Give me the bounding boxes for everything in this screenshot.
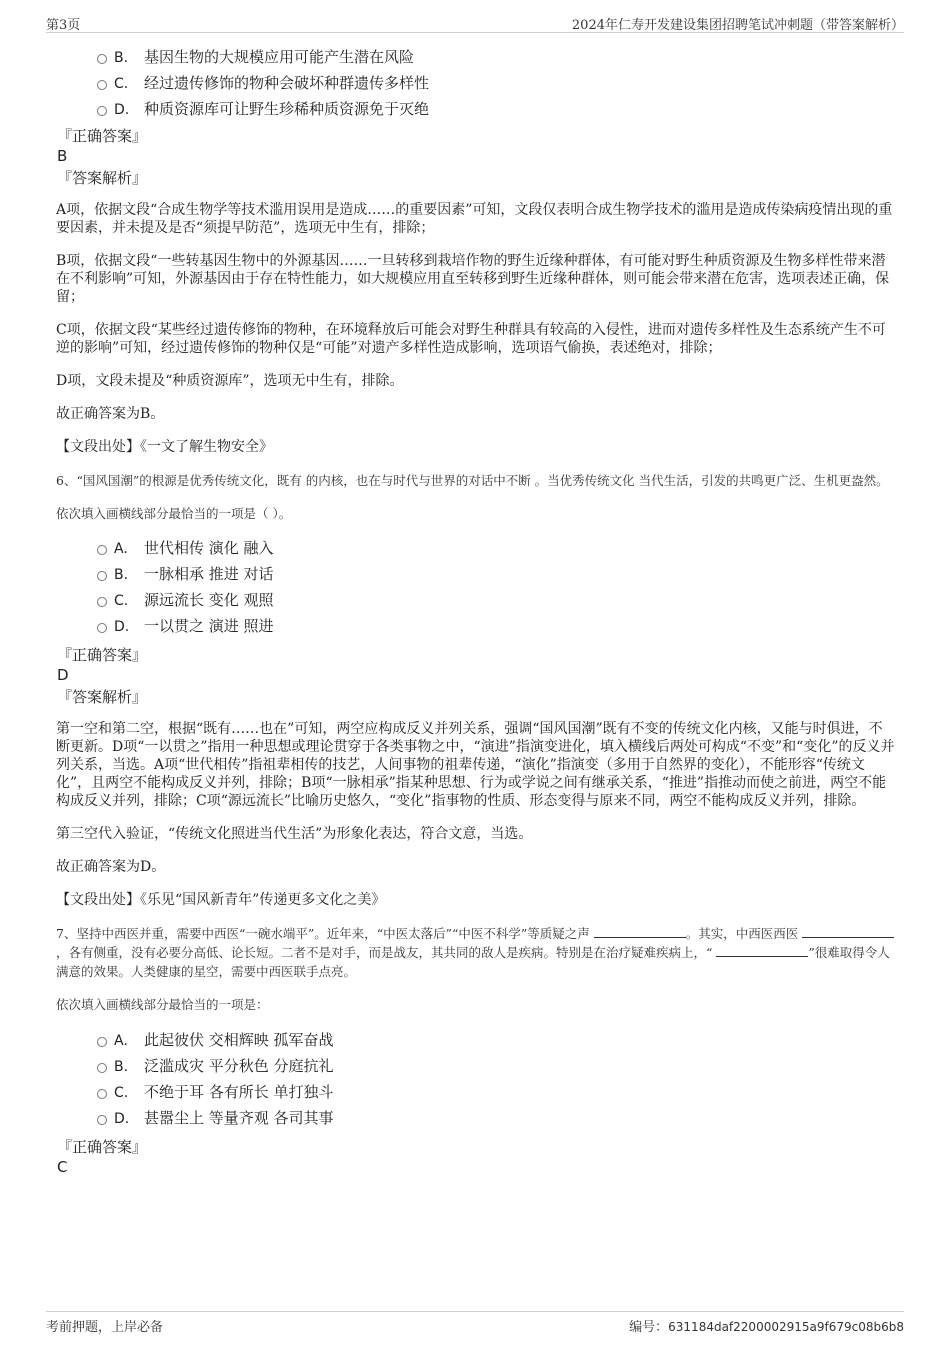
q5-options	[56, 44, 896, 122]
document-title: 2024年仁寿开发建设集团招聘笔试冲刺题（带答案解析）	[571, 18, 904, 33]
radio-icon[interactable]	[97, 54, 107, 64]
source-citation: 【文段出处】《乐见“国风新青年”传递更多文化之美》	[56, 892, 386, 908]
option-c[interactable]: C. 经过遗传修饰的物种会破坏种群遗传多样性	[56, 70, 896, 96]
question-stem: 6、“国风国潮”的根源是优秀传统文化，既有 的内核，也在与时代与世界的对话中不断 。当优秀传统文化 当代生活，引发的共鸣更广泛、生机更盎然。	[56, 473, 889, 488]
radio-icon[interactable]	[97, 597, 107, 607]
analysis-paragraph: B项，依据文段“一些转基因生物中的外源基因……一旦转移到栽培作物的野生近缘种群体，有可能对野生种质资源及生物多样性带来潜在不利影响”可知，外源基因由于存在特性能力，如大规模应用直至转移到野生近缘种群体，则可能会带来潜在危害，选项表述正确，保留；	[56, 253, 890, 305]
correct-answer: C	[57, 1158, 68, 1176]
option-a[interactable]: A. 世代相传 演化 融入	[56, 535, 896, 561]
analysis-conclusion: 故正确答案为D。	[56, 859, 166, 875]
analysis-heading: 『答案解析』	[57, 688, 148, 706]
radio-icon[interactable]	[97, 1037, 107, 1047]
q6-options	[56, 535, 896, 639]
footer-slogan: 考前押题，上岸必备	[46, 1320, 164, 1335]
radio-icon[interactable]	[97, 1115, 107, 1125]
q7-options	[56, 1027, 896, 1131]
radio-icon[interactable]	[97, 571, 107, 581]
question-prompt: 依次填入画横线部分最恰当的一项是：	[56, 997, 269, 1012]
option-b[interactable]: B. 泛滥成灾 平分秋色 分庭抗礼	[56, 1053, 896, 1079]
fill-blank	[716, 944, 808, 957]
answer-heading: 『正确答案』	[57, 127, 148, 145]
document-code: 编号：631184daf2200002915a9f679c08b6b8	[629, 1320, 904, 1335]
radio-icon[interactable]	[97, 1089, 107, 1099]
source-citation: 【文段出处】《一文了解生物安全》	[56, 439, 273, 455]
radio-icon[interactable]	[97, 80, 107, 90]
radio-icon[interactable]	[97, 545, 107, 555]
option-c[interactable]: C. 源远流长 变化 观照	[56, 587, 896, 613]
option-d[interactable]: D. 甚嚣尘上 等量齐观 各司其事	[56, 1105, 896, 1131]
question-stem: 7、坚持中西医并重，需要中西医“一碗水端平”。近年来，“中医太落后”“中医不科学”等质疑之声 。其实，中西医西医 ，各有侧重，没有必要分高低、论长短。二者不是对手，而是战友，其共同的敌人是疾病。特别是在治疗疑难疾病上，“ ”很难取得令人满意的效果。人类健康的星空，需要中西医联手点亮。	[56, 924, 896, 981]
correct-answer: B	[57, 147, 68, 165]
analysis-paragraph: A项，依据文段“合成生物学等技术滥用误用是造成……的重要因素”可知，文段仅表明合成生物学技术的滥用是造成传染病疫情出现的重要因素，并未提及是否“须提早防范”，选项无中生有，排除；	[56, 202, 893, 236]
fill-blank	[802, 925, 894, 938]
option-d[interactable]: D. 一以贯之 演进 照进	[56, 613, 896, 639]
radio-icon[interactable]	[97, 623, 107, 633]
radio-icon[interactable]	[97, 1063, 107, 1073]
analysis-paragraph: 第三空代入验证，“传统文化照进当代生活”为形象化表达，符合文意，当选。	[56, 826, 533, 842]
answer-heading: 『正确答案』	[57, 646, 148, 664]
page-header	[46, 12, 904, 33]
option-d[interactable]: D. 种质资源库可让野生珍稀种质资源免于灭绝	[56, 96, 896, 122]
page-content	[56, 42, 896, 1177]
radio-icon[interactable]	[97, 106, 107, 116]
correct-answer: D	[57, 666, 69, 684]
option-b[interactable]: B. 基因生物的大规模应用可能产生潜在风险	[56, 44, 896, 70]
analysis-conclusion: 故正确答案为B。	[56, 406, 165, 422]
page-number: 第3页	[46, 18, 81, 33]
analysis-paragraph: C项，依据文段“某些经过遗传修饰的物种，在环境释放后可能会对野生种群具有较高的入侵性，进而对遗传多样性及生态系统产生不可逆的影响”可知，经过遗传修饰的物种仅是“可能”对遗产多样性造成影响，选项语气偷换，表述绝对，排除；	[56, 322, 886, 356]
option-b[interactable]: B. 一脉相承 推进 对话	[56, 561, 896, 587]
option-c[interactable]: C. 不绝于耳 各有所长 单打独斗	[56, 1079, 896, 1105]
analysis-paragraph: D项，文段未提及“种质资源库”，选项无中生有，排除。	[56, 373, 404, 389]
analysis-heading: 『答案解析』	[57, 169, 148, 187]
fill-blank	[594, 925, 686, 938]
page-footer	[46, 1311, 904, 1334]
answer-heading: 『正确答案』	[57, 1138, 148, 1156]
analysis-paragraph: 第一空和第二空，根据“既有……也在”可知，两空应构成反义并列关系，强调“国风国潮”既有不变的传统文化内核，又能与时俱进，不断更新。D项“一以贯之”指用一种思想或理论贯穿于各类事物之中，“演进”指演变进化，填入横线后两处可构成“不变”和“变化”的反义并列关系，当选。A项“世代相传”指祖辈相传的技艺，人间事物的祖辈传递，“演化”指演变（多用于自然界的变化），不能形容“传统文化”，且两空不能构成反义并列，排除；B项“一脉相承”指某种思想、行为或学说之间有继承关系，“推进”指推动而使之前进，两空不能构成反义并列，排除；C项“源远流长”比喻历史悠久，“变化”指事物的性质、形态变得与原来不同，两空不能构成反义并列，排除。	[56, 721, 895, 809]
option-a[interactable]: A. 此起彼伏 交相辉映 孤军奋战	[56, 1027, 896, 1053]
question-prompt: 依次填入画横线部分最恰当的一项是（ ）。	[56, 506, 292, 521]
